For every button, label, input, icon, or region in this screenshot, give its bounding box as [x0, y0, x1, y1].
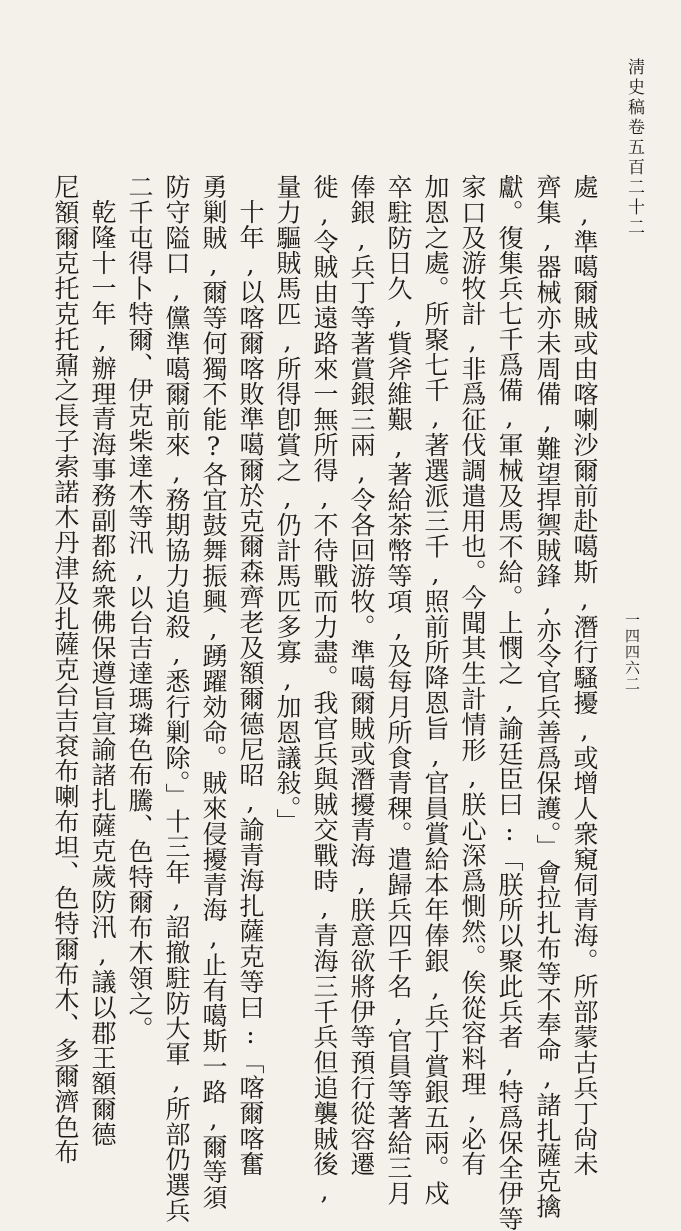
- text-column: 二千屯得卜特爾、伊克柴達木等汛,以台吉達瑪璘色布騰、色特爾布木領之。: [125, 174, 154, 1042]
- text-column: 家口及游牧計,非爲征伐調遣用也。今聞其生計情形,朕心深爲惻然。俟從容料理,必有: [458, 174, 487, 1177]
- text-column: 尼額爾克托克托鼐之長子索諾木丹津及扎薩克台吉袞布喇布坦、色特爾布木、多爾濟色布: [51, 174, 80, 1165]
- text-column: 卒駐防日久,貲斧維艱,著給茶幣等項,及每月所食青稞。遣歸兵四千名,官員等著給三月: [384, 174, 413, 1206]
- text-column: 加恩之處。所聚七千,著選派三千,照前所降恩旨,官員賞給本年俸銀,兵丁賞銀五兩。戍: [421, 174, 450, 1206]
- text-column: 乾隆十一年,辦理青海事務副都統衆佛保遵旨宣諭諸扎薩克歲防汛,議以郡王額爾德: [88, 199, 117, 1147]
- text-column: 量力驅賊馬匹,所得卽賞之,仍計馬匹多寡,加恩議敍。」: [273, 174, 302, 834]
- page-number: 一四四六二: [623, 612, 641, 692]
- running-title: 淸史稿卷五百二十二: [624, 58, 644, 238]
- text-column: 徙,令賊由遠路來一無所得,不待戰而力盡。我官兵與賊交戰時,青海三千兵但追襲賊後,: [310, 174, 339, 1206]
- text-column: 十年,以喀爾喀敗準噶爾於克爾森齊老及額爾德尼昭,諭青海扎薩克等曰:「喀爾喀奮: [236, 199, 265, 1177]
- text-column: 俸銀,兵丁等著賞銀三兩,令各回游牧。準噶爾賊或潛擾青海,朕意欲將伊等預行從容遷: [347, 174, 376, 1177]
- text-column: 勇剿賊,爾等何獨不能?各宜鼓舞振興,踴躍効命。賊來侵擾青海,止有噶斯一路,爾等須: [199, 174, 228, 1210]
- text-column: 齊集,器械亦未周備,難望捍禦賊鋒,亦令官兵善爲保護。」會拉扎布等不奉命,諸扎薩克擒: [533, 174, 562, 1219]
- text-column: 處,準噶爾賊或由喀喇沙爾前赴噶斯,潛行騷擾,或增人衆窺伺青海。所部蒙古兵丁尙未: [570, 174, 599, 1177]
- text-column: 防守隘口,儻準噶爾前來,務期協力追殺,悉行剿除。」十三年,詔撤駐防大軍,所部仍選兵: [162, 174, 191, 1223]
- text-column: 獻。復集兵七千爲備,軍械及馬不給。上憫之,諭廷臣曰:「朕所以聚此兵者,特爲保全伊等: [495, 174, 524, 1231]
